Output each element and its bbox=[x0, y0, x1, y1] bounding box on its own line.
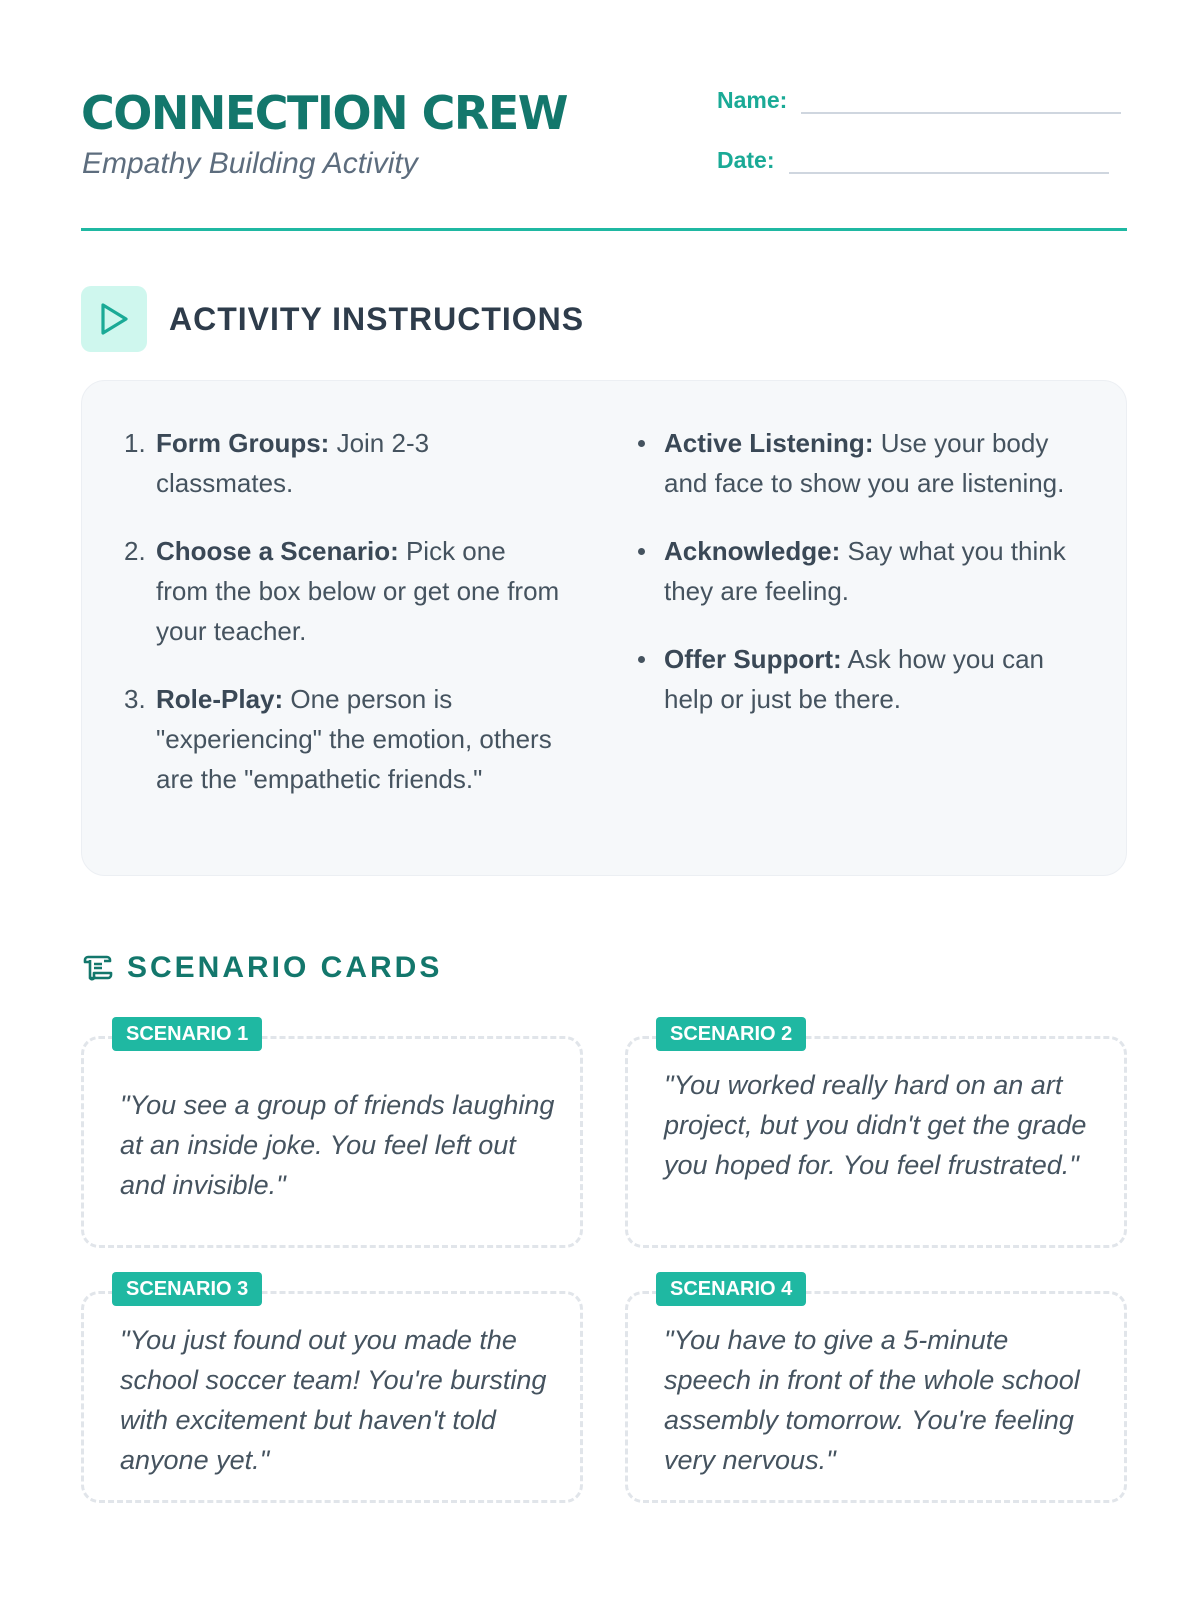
step-item bbox=[124, 423, 564, 503]
step-item bbox=[124, 679, 564, 799]
tips-list bbox=[632, 423, 1092, 747]
scenarios-title: SCENARIO CARDS bbox=[127, 951, 443, 984]
scenario-badge: SCENARIO 3 bbox=[112, 1272, 262, 1306]
name-label: Name: bbox=[717, 87, 788, 113]
scenario-badge: SCENARIO 1 bbox=[112, 1017, 262, 1051]
scenario-card[interactable] bbox=[81, 1278, 583, 1503]
scenario-text: "You worked really hard on an art project, but you didn't get the grade you hoped for. You feel frustrated." bbox=[664, 1070, 1087, 1180]
step-text: Join 2-3 classmates. bbox=[156, 428, 430, 498]
tip-text: Use your body and face to show you are listening. bbox=[664, 428, 1065, 498]
scenario-badge: SCENARIO 4 bbox=[656, 1272, 806, 1306]
tip-title: Offer Support: bbox=[664, 644, 842, 674]
step-number: 2. bbox=[124, 536, 146, 566]
name-field bbox=[717, 86, 1121, 114]
scenarios-heading bbox=[81, 948, 442, 988]
step-number: 1. bbox=[124, 428, 146, 458]
scenario-text: "You see a group of friends laughing at an inside joke. You feel left out and invisible." bbox=[120, 1090, 555, 1200]
header bbox=[81, 86, 1127, 232]
scenario-card[interactable] bbox=[625, 1278, 1127, 1503]
date-field bbox=[717, 146, 1109, 174]
tip-item bbox=[632, 639, 1092, 719]
step-text: One person is "experiencing" the emotion, others are the "empathetic friends." bbox=[156, 684, 552, 794]
bullet-icon bbox=[638, 440, 645, 447]
step-title: Form Groups: bbox=[156, 428, 330, 458]
page-subtitle: Empathy Building Activity bbox=[82, 147, 418, 180]
scenario-text: "You just found out you made the school soccer team! You're bursting with excitement but haven't told anyone yet." bbox=[120, 1325, 547, 1475]
tip-text: Say what you think they are feeling. bbox=[664, 536, 1066, 606]
header-divider bbox=[81, 228, 1127, 231]
name-line[interactable] bbox=[801, 88, 1121, 114]
tip-item bbox=[632, 531, 1092, 611]
step-number: 3. bbox=[124, 684, 146, 714]
tip-text: Ask how you can help or just be there. bbox=[664, 644, 1044, 714]
play-icon bbox=[81, 286, 147, 352]
bullet-icon bbox=[638, 548, 645, 555]
step-text: Pick one from the box below or get one from your teacher. bbox=[156, 536, 560, 646]
step-title: Role-Play: bbox=[156, 684, 284, 714]
steps-list bbox=[124, 423, 564, 827]
date-label: Date: bbox=[717, 147, 775, 173]
scenario-card[interactable] bbox=[625, 1023, 1127, 1248]
bullet-icon bbox=[638, 656, 645, 663]
step-item bbox=[124, 531, 564, 651]
scenario-text: "You have to give a 5-minute speech in front of the whole school assembly tomorrow. You're feeling very nervous." bbox=[664, 1325, 1080, 1475]
page-title: CONNECTION CREW bbox=[81, 86, 567, 140]
step-title: Choose a Scenario: bbox=[156, 536, 399, 566]
tip-title: Acknowledge: bbox=[664, 536, 841, 566]
tip-title: Active Listening: bbox=[664, 428, 874, 458]
scroll-icon bbox=[81, 953, 113, 983]
instructions-title: ACTIVITY INSTRUCTIONS bbox=[169, 300, 585, 337]
instructions-heading bbox=[81, 286, 584, 352]
scenario-badge: SCENARIO 2 bbox=[656, 1017, 806, 1051]
scenario-card[interactable] bbox=[81, 1023, 583, 1248]
instructions-box bbox=[81, 380, 1127, 876]
tip-item bbox=[632, 423, 1092, 503]
date-line[interactable] bbox=[789, 148, 1109, 174]
